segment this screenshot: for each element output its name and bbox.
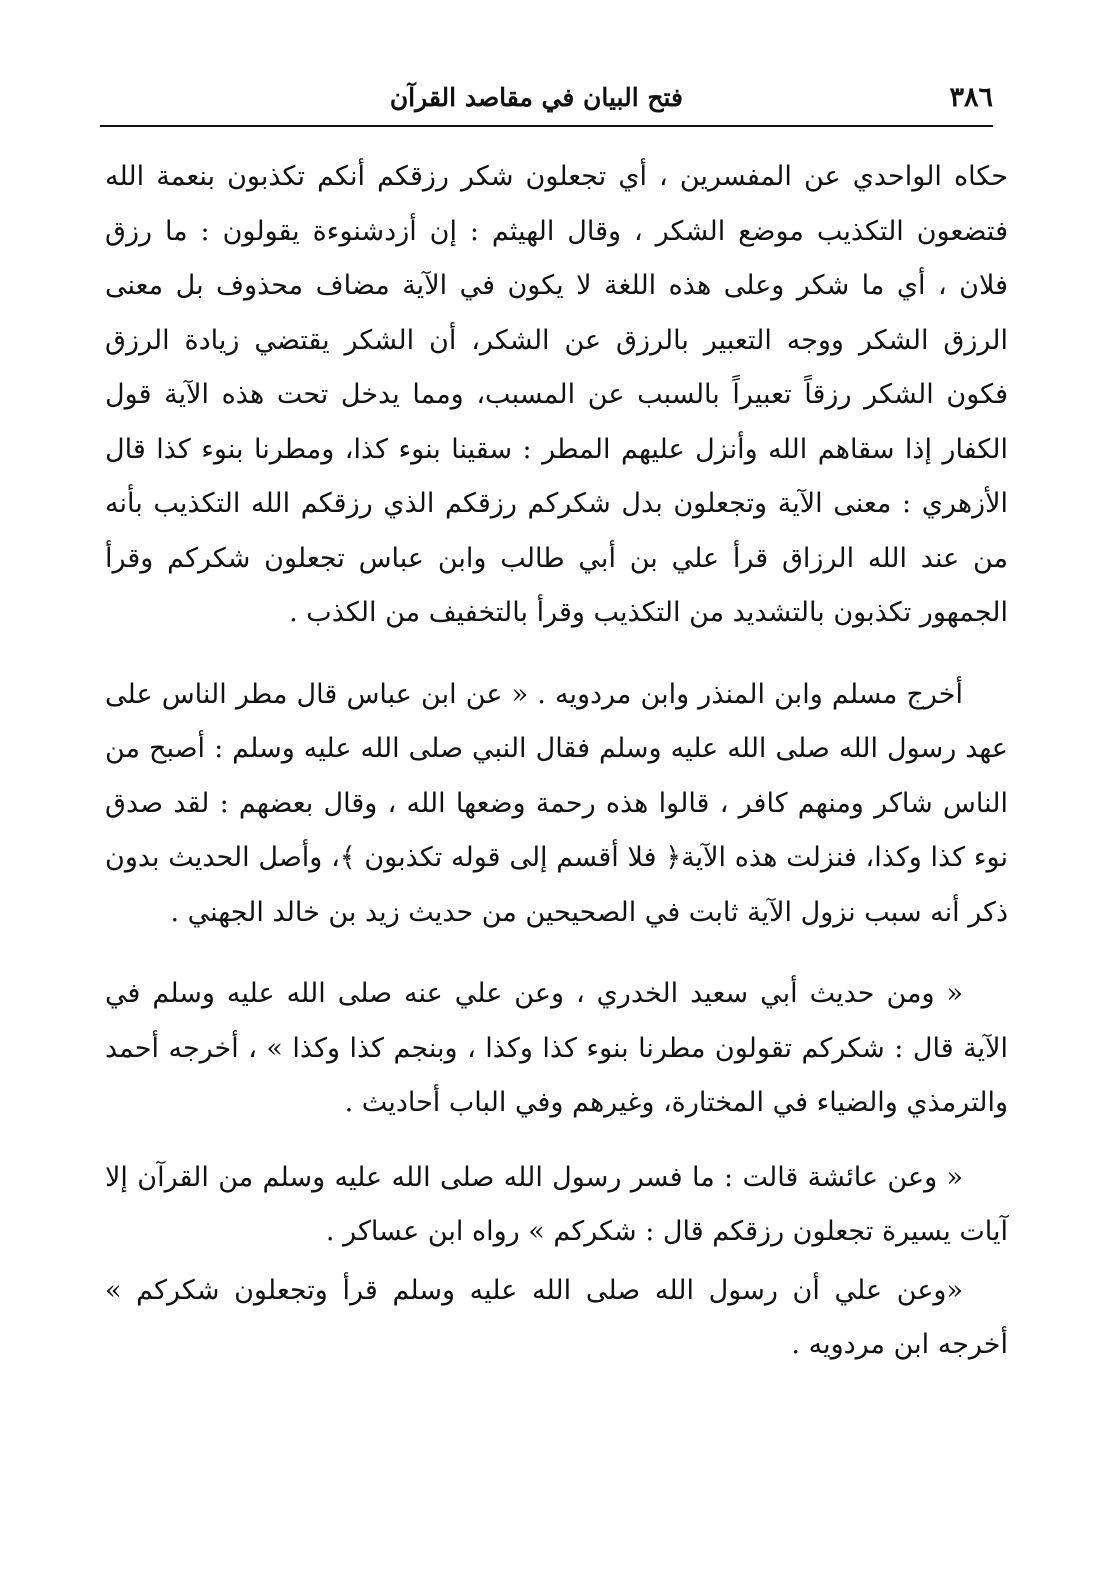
- page-header: [105, 78, 993, 120]
- paragraph-gap: [105, 940, 1008, 967]
- paragraph: «وعن علي أن رسول الله صلى الله عليه وسلم قرأ وتجعلون شكركم » أخرجه ابن مردويه .: [105, 1274, 1008, 1360]
- running-title: فتح البيان في مقاصد القرآن: [389, 83, 683, 112]
- page-number: ٣٨٦: [949, 82, 993, 113]
- body-text: [105, 150, 1008, 1373]
- paragraph: حكاه الواحدي عن المفسرين ، أي تجعلون شكر رزقكم أنكم تكذبون بنعمة الله فتضعون التكذيب موضع الشكر ، وقال الهيثم : إن أزدشنوءة يقولون : ما رزق فلان ، أي ما شكر وعلى هذه اللغة لا يكون في الآية مضاف محذوف بل معنى الرزق الشكر ووجه التعبير بالرزق عن الشكر، أن الشكر يقتضي زيادة الرزق فكون الشكر رزقاً تعبيراً بالسبب عن المسبب، ومما يدخل تحت هذه الآية قول الكفار إذا سقاهم الله وأنزل عليهم المطر : سقينا بنوء كذا، ومطرنا بنوء كذا قال الأزهري : معنى الآية وتجعلون بدل شكركم رزقكم الذي رزقكم الله التكذيب بأنه من عند الله الرزاق قرأ علي بن أبي طالب وابن عباس تجعلون شكركم وقرأ الجمهور تكذبون بالتشديد من التكذيب وقرأ بالتخفيف من الكذب .: [105, 161, 1008, 628]
- paragraph-gap: [105, 1131, 1008, 1151]
- paragraph: أخرج مسلم وابن المنذر وابن مردويه . « عن ابن عباس قال مطر الناس على عهد رسول الله صلى الله عليه وسلم فقال النبي صلى الله عليه وسلم : أصبح من الناس شاكر ومنهم كافر ، قالوا هذه رحمة وضعها الله ، وقال بعضهم : لقد صدق نوء كذا وكذا، فنزلت هذه الآية﴿ فلا أقسم إلى قوله تكذبون ﴾، وأصل الحديث بدون ذكر أنه سبب نزول الآية ثابت في الصحيحين من حديث زيد بن خالد الجهني .: [105, 678, 1008, 928]
- header-rule: [100, 125, 993, 127]
- paragraph: « ومن حديث أبي سعيد الخدري ، وعن علي عنه صلى الله عليه وسلم في الآية قال : شكركم تقولون مطرنا بنوء كذا وكذا ، وبنجم كذا وكذا » ، أخرجه أحمد والترمذي والضياء في المختارة، وغيرهم وفي الباب أحاديث .: [105, 978, 1008, 1118]
- paragraph-gap: [105, 641, 1008, 668]
- paragraph: « وعن عائشة قالت : ما فسر رسول الله صلى الله عليه وسلم من القرآن إلا آيات يسيرة تجعلون رزقكم قال : شكركم » رواه ابن عساكر .: [105, 1161, 1008, 1247]
